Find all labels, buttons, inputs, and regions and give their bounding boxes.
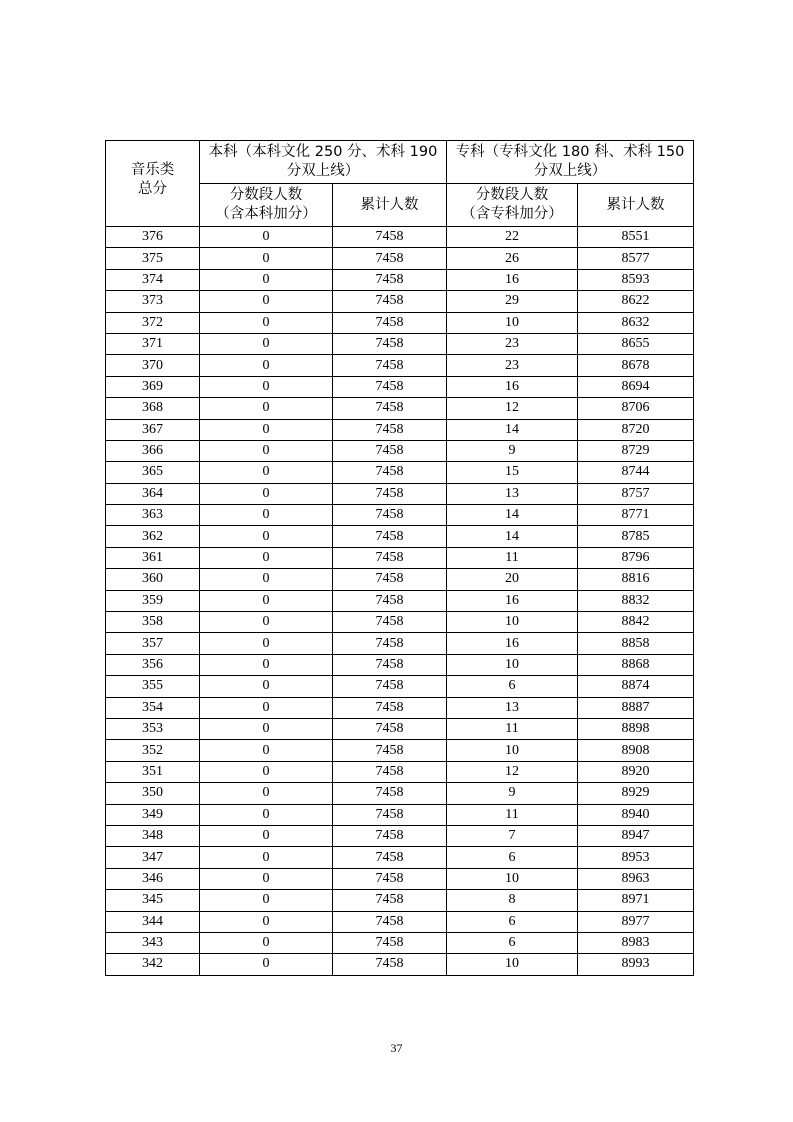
- score-cell: 351: [106, 761, 200, 782]
- zhuanke-cumulative-cell: 8983: [578, 932, 694, 953]
- benke-segment-cell: 0: [200, 398, 333, 419]
- benke-segment-cell: 0: [200, 590, 333, 611]
- zhuanke-cumulative-cell: 8874: [578, 676, 694, 697]
- zhuanke-cumulative-cell: 8842: [578, 612, 694, 633]
- benke-cumulative-cell: 7458: [333, 718, 447, 739]
- table-row: [106, 227, 694, 248]
- zhuanke-cumulative-cell: 8963: [578, 868, 694, 889]
- zhuanke-cumulative-cell: 8729: [578, 440, 694, 461]
- score-cell: 360: [106, 569, 200, 590]
- header-benke-segment-count: [200, 184, 333, 227]
- page-number: 37: [390, 1041, 403, 1055]
- benke-segment-cell: 0: [200, 761, 333, 782]
- table-row: [106, 526, 694, 547]
- zhuanke-segment-cell: 6: [447, 676, 578, 697]
- header-benke-segment-line2: （含本科加分）: [215, 206, 317, 222]
- benke-cumulative-cell: 7458: [333, 569, 447, 590]
- zhuanke-cumulative-cell: 8953: [578, 847, 694, 868]
- score-cell: 350: [106, 783, 200, 804]
- zhuanke-cumulative-cell: 8622: [578, 291, 694, 312]
- zhuanke-cumulative-cell: 8977: [578, 911, 694, 932]
- zhuanke-cumulative-cell: 8796: [578, 547, 694, 568]
- zhuanke-segment-cell: 13: [447, 697, 578, 718]
- zhuanke-cumulative-cell: 8929: [578, 783, 694, 804]
- benke-segment-cell: 0: [200, 633, 333, 654]
- score-cell: 374: [106, 269, 200, 290]
- benke-cumulative-cell: 7458: [333, 825, 447, 846]
- score-cell: 354: [106, 697, 200, 718]
- table-row: [106, 697, 694, 718]
- table-row: [106, 248, 694, 269]
- table-row: [106, 911, 694, 932]
- benke-segment-cell: 0: [200, 890, 333, 911]
- zhuanke-cumulative-cell: 8678: [578, 355, 694, 376]
- zhuanke-cumulative-cell: 8655: [578, 333, 694, 354]
- table-row: [106, 376, 694, 397]
- benke-cumulative-cell: 7458: [333, 312, 447, 333]
- benke-cumulative-cell: 7458: [333, 483, 447, 504]
- benke-segment-cell: 0: [200, 227, 333, 248]
- benke-segment-cell: 0: [200, 505, 333, 526]
- benke-segment-cell: 0: [200, 676, 333, 697]
- score-cell: 345: [106, 890, 200, 911]
- benke-segment-cell: 0: [200, 932, 333, 953]
- benke-cumulative-cell: 7458: [333, 419, 447, 440]
- zhuanke-segment-cell: 16: [447, 376, 578, 397]
- header-total-score-line1: 音乐类: [130, 162, 175, 178]
- header-zhuanke-segment-count: [447, 184, 578, 227]
- benke-segment-cell: 0: [200, 825, 333, 846]
- header-zhuanke-group: 专科（专科文化 180 科、术科 150 分双上线）: [447, 141, 694, 184]
- header-zhuanke-cumulative: 累计人数: [578, 184, 694, 227]
- benke-cumulative-cell: 7458: [333, 868, 447, 889]
- header-benke-segment-line1: 分数段人数: [229, 187, 303, 203]
- zhuanke-segment-cell: 13: [447, 483, 578, 504]
- benke-cumulative-cell: 7458: [333, 376, 447, 397]
- zhuanke-segment-cell: 16: [447, 633, 578, 654]
- zhuanke-segment-cell: 26: [447, 248, 578, 269]
- zhuanke-segment-cell: 8: [447, 890, 578, 911]
- zhuanke-segment-cell: 29: [447, 291, 578, 312]
- table-row: [106, 654, 694, 675]
- score-cell: 365: [106, 462, 200, 483]
- zhuanke-cumulative-cell: 8858: [578, 633, 694, 654]
- score-cell: 342: [106, 954, 200, 975]
- benke-cumulative-cell: 7458: [333, 547, 447, 568]
- table-row: [106, 590, 694, 611]
- zhuanke-segment-cell: 15: [447, 462, 578, 483]
- score-cell: 361: [106, 547, 200, 568]
- zhuanke-segment-cell: 16: [447, 590, 578, 611]
- zhuanke-segment-cell: 9: [447, 783, 578, 804]
- benke-segment-cell: 0: [200, 440, 333, 461]
- score-cell: 349: [106, 804, 200, 825]
- table-row: [106, 804, 694, 825]
- zhuanke-segment-cell: 14: [447, 505, 578, 526]
- header-total-score-line2: 总分: [138, 181, 167, 197]
- benke-cumulative-cell: 7458: [333, 847, 447, 868]
- zhuanke-cumulative-cell: 8868: [578, 654, 694, 675]
- table-row: [106, 269, 694, 290]
- zhuanke-cumulative-cell: 8816: [578, 569, 694, 590]
- benke-cumulative-cell: 7458: [333, 740, 447, 761]
- zhuanke-segment-cell: 14: [447, 419, 578, 440]
- benke-cumulative-cell: 7458: [333, 761, 447, 782]
- benke-segment-cell: 0: [200, 355, 333, 376]
- benke-cumulative-cell: 7458: [333, 526, 447, 547]
- benke-segment-cell: 0: [200, 419, 333, 440]
- benke-segment-cell: 0: [200, 526, 333, 547]
- zhuanke-cumulative-cell: 8940: [578, 804, 694, 825]
- zhuanke-cumulative-cell: 8593: [578, 269, 694, 290]
- table-row: [106, 868, 694, 889]
- zhuanke-segment-cell: 10: [447, 612, 578, 633]
- zhuanke-cumulative-cell: 8577: [578, 248, 694, 269]
- table-row: [106, 847, 694, 868]
- zhuanke-cumulative-cell: 8887: [578, 697, 694, 718]
- table-row: [106, 398, 694, 419]
- benke-segment-cell: 0: [200, 547, 333, 568]
- benke-cumulative-cell: 7458: [333, 932, 447, 953]
- benke-segment-cell: 0: [200, 569, 333, 590]
- header-benke-group: 本科（本科文化 250 分、术科 190 分双上线）: [200, 141, 447, 184]
- table-row: [106, 825, 694, 846]
- zhuanke-segment-cell: 23: [447, 333, 578, 354]
- score-cell: 355: [106, 676, 200, 697]
- score-cell: 366: [106, 440, 200, 461]
- zhuanke-segment-cell: 10: [447, 868, 578, 889]
- benke-segment-cell: 0: [200, 462, 333, 483]
- score-distribution-table: [105, 140, 694, 976]
- score-cell: 346: [106, 868, 200, 889]
- benke-cumulative-cell: 7458: [333, 227, 447, 248]
- score-cell: 369: [106, 376, 200, 397]
- table-row: [106, 462, 694, 483]
- benke-cumulative-cell: 7458: [333, 654, 447, 675]
- header-total-score: [106, 141, 200, 227]
- benke-cumulative-cell: 7458: [333, 333, 447, 354]
- table-row: [106, 355, 694, 376]
- benke-cumulative-cell: 7458: [333, 804, 447, 825]
- benke-cumulative-cell: 7458: [333, 590, 447, 611]
- benke-segment-cell: 0: [200, 483, 333, 504]
- score-cell: 363: [106, 505, 200, 526]
- zhuanke-segment-cell: 7: [447, 825, 578, 846]
- table-row: [106, 954, 694, 975]
- table-row: [106, 740, 694, 761]
- zhuanke-cumulative-cell: 8744: [578, 462, 694, 483]
- benke-cumulative-cell: 7458: [333, 462, 447, 483]
- benke-cumulative-cell: 7458: [333, 291, 447, 312]
- score-cell: 372: [106, 312, 200, 333]
- benke-segment-cell: 0: [200, 248, 333, 269]
- score-cell: 356: [106, 654, 200, 675]
- table-row: [106, 932, 694, 953]
- zhuanke-segment-cell: 6: [447, 911, 578, 932]
- table-row: [106, 333, 694, 354]
- score-cell: 376: [106, 227, 200, 248]
- zhuanke-cumulative-cell: 8720: [578, 419, 694, 440]
- header-zhuanke-segment-line1: 分数段人数: [475, 187, 549, 203]
- zhuanke-segment-cell: 10: [447, 312, 578, 333]
- benke-segment-cell: 0: [200, 291, 333, 312]
- zhuanke-cumulative-cell: 8920: [578, 761, 694, 782]
- benke-cumulative-cell: 7458: [333, 911, 447, 932]
- benke-segment-cell: 0: [200, 954, 333, 975]
- zhuanke-cumulative-cell: 8908: [578, 740, 694, 761]
- zhuanke-segment-cell: 11: [447, 547, 578, 568]
- score-cell: 344: [106, 911, 200, 932]
- benke-cumulative-cell: 7458: [333, 612, 447, 633]
- zhuanke-segment-cell: 16: [447, 269, 578, 290]
- benke-segment-cell: 0: [200, 783, 333, 804]
- score-cell: 362: [106, 526, 200, 547]
- table-row: [106, 676, 694, 697]
- benke-segment-cell: 0: [200, 804, 333, 825]
- benke-cumulative-cell: 7458: [333, 440, 447, 461]
- score-cell: 370: [106, 355, 200, 376]
- table-row: [106, 483, 694, 504]
- zhuanke-cumulative-cell: 8971: [578, 890, 694, 911]
- benke-cumulative-cell: 7458: [333, 954, 447, 975]
- score-cell: 347: [106, 847, 200, 868]
- score-cell: 352: [106, 740, 200, 761]
- table-row: [106, 291, 694, 312]
- zhuanke-segment-cell: 20: [447, 569, 578, 590]
- zhuanke-cumulative-cell: 8993: [578, 954, 694, 975]
- zhuanke-cumulative-cell: 8771: [578, 505, 694, 526]
- benke-segment-cell: 0: [200, 312, 333, 333]
- zhuanke-segment-cell: 6: [447, 932, 578, 953]
- zhuanke-cumulative-cell: 8757: [578, 483, 694, 504]
- score-cell: 359: [106, 590, 200, 611]
- zhuanke-cumulative-cell: 8832: [578, 590, 694, 611]
- benke-segment-cell: 0: [200, 269, 333, 290]
- score-cell: 358: [106, 612, 200, 633]
- table-row: [106, 761, 694, 782]
- table-row: [106, 505, 694, 526]
- score-cell: 357: [106, 633, 200, 654]
- zhuanke-segment-cell: 11: [447, 804, 578, 825]
- zhuanke-cumulative-cell: 8551: [578, 227, 694, 248]
- score-cell: 367: [106, 419, 200, 440]
- table-row: [106, 718, 694, 739]
- score-cell: 371: [106, 333, 200, 354]
- table-row: [106, 312, 694, 333]
- benke-cumulative-cell: 7458: [333, 890, 447, 911]
- zhuanke-segment-cell: 22: [447, 227, 578, 248]
- header-zhuanke-segment-line2: （含专科加分）: [461, 206, 563, 222]
- benke-segment-cell: 0: [200, 718, 333, 739]
- zhuanke-cumulative-cell: 8785: [578, 526, 694, 547]
- table-row: [106, 547, 694, 568]
- benke-cumulative-cell: 7458: [333, 269, 447, 290]
- benke-segment-cell: 0: [200, 612, 333, 633]
- score-cell: 373: [106, 291, 200, 312]
- zhuanke-segment-cell: 12: [447, 398, 578, 419]
- score-cell: 368: [106, 398, 200, 419]
- table-row: [106, 633, 694, 654]
- zhuanke-segment-cell: 10: [447, 654, 578, 675]
- score-cell: 375: [106, 248, 200, 269]
- table-row: [106, 612, 694, 633]
- score-cell: 364: [106, 483, 200, 504]
- table-row: [106, 569, 694, 590]
- zhuanke-segment-cell: 11: [447, 718, 578, 739]
- benke-segment-cell: 0: [200, 847, 333, 868]
- zhuanke-cumulative-cell: 8898: [578, 718, 694, 739]
- benke-cumulative-cell: 7458: [333, 676, 447, 697]
- table-row: [106, 419, 694, 440]
- benke-segment-cell: 0: [200, 376, 333, 397]
- zhuanke-segment-cell: 9: [447, 440, 578, 461]
- benke-segment-cell: 0: [200, 911, 333, 932]
- table-body: [106, 227, 694, 976]
- benke-segment-cell: 0: [200, 868, 333, 889]
- benke-cumulative-cell: 7458: [333, 505, 447, 526]
- score-cell: 353: [106, 718, 200, 739]
- benke-segment-cell: 0: [200, 740, 333, 761]
- zhuanke-cumulative-cell: 8632: [578, 312, 694, 333]
- zhuanke-cumulative-cell: 8694: [578, 376, 694, 397]
- benke-cumulative-cell: 7458: [333, 398, 447, 419]
- benke-segment-cell: 0: [200, 654, 333, 675]
- benke-cumulative-cell: 7458: [333, 633, 447, 654]
- score-cell: 348: [106, 825, 200, 846]
- zhuanke-segment-cell: 10: [447, 740, 578, 761]
- zhuanke-cumulative-cell: 8706: [578, 398, 694, 419]
- benke-cumulative-cell: 7458: [333, 697, 447, 718]
- benke-cumulative-cell: 7458: [333, 248, 447, 269]
- score-cell: 343: [106, 932, 200, 953]
- benke-segment-cell: 0: [200, 697, 333, 718]
- benke-cumulative-cell: 7458: [333, 783, 447, 804]
- table-row: [106, 783, 694, 804]
- zhuanke-segment-cell: 23: [447, 355, 578, 376]
- zhuanke-segment-cell: 10: [447, 954, 578, 975]
- zhuanke-segment-cell: 14: [447, 526, 578, 547]
- table-row: [106, 890, 694, 911]
- benke-cumulative-cell: 7458: [333, 355, 447, 376]
- zhuanke-cumulative-cell: 8947: [578, 825, 694, 846]
- benke-segment-cell: 0: [200, 333, 333, 354]
- header-benke-cumulative: 累计人数: [333, 184, 447, 227]
- table-row: [106, 440, 694, 461]
- zhuanke-segment-cell: 6: [447, 847, 578, 868]
- zhuanke-segment-cell: 12: [447, 761, 578, 782]
